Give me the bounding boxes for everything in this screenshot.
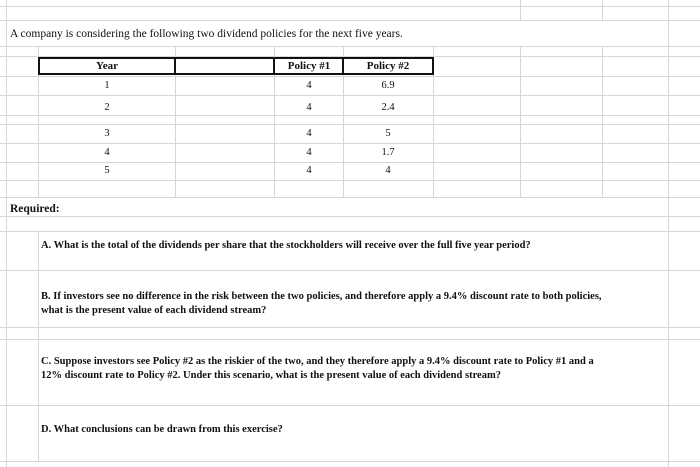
table-divider	[174, 57, 176, 75]
table-cell-year: 5	[104, 165, 110, 176]
table-cell-year: 1	[104, 80, 110, 91]
table-cell-policy-1: 4	[306, 102, 312, 113]
grid-line	[668, 0, 669, 467]
grid-line	[0, 46, 700, 47]
table-cell-policy-1: 4	[306, 128, 312, 139]
grid-line	[0, 461, 700, 462]
table-cell-year: 3	[104, 128, 110, 139]
question-a: A. What is the total of the dividends per share that the stockholders will receive over the full five year period?	[41, 240, 531, 251]
grid-line	[0, 197, 700, 198]
header-policy-2: Policy #2	[366, 60, 410, 72]
grid-line	[520, 46, 521, 197]
question-c-line-2: 12% discount rate to Policy #2. Under this scenario, what is the present value of each dividend stream?	[41, 370, 501, 381]
table-cell-policy-2: 2.4	[381, 102, 395, 113]
grid-line	[0, 6, 700, 7]
grid-line	[0, 327, 700, 328]
table-cell-policy-1: 4	[306, 165, 312, 176]
grid-line	[6, 0, 7, 467]
grid-line	[0, 124, 700, 125]
question-b-line-2: what is the present value of each dividend stream?	[41, 305, 267, 316]
grid-line	[0, 76, 700, 77]
table-divider	[273, 57, 275, 75]
grid-line	[0, 270, 700, 271]
grid-line	[0, 339, 700, 340]
table-cell-policy-1: 4	[306, 147, 312, 158]
header-year: Year	[96, 60, 118, 72]
grid-line	[0, 95, 700, 96]
table-cell-policy-2: 5	[385, 128, 391, 139]
grid-line	[0, 216, 700, 217]
grid-line	[0, 20, 700, 21]
table-cell-year: 2	[104, 102, 110, 113]
grid-line	[520, 0, 521, 20]
required-label: Required:	[10, 203, 60, 215]
table-cell-policy-2: 4	[385, 165, 391, 176]
question-b-line-1: B. If investors see no difference in the risk between the two policies, and therefore apply a 9.4% discount rate to both policies,	[41, 291, 602, 302]
grid-line	[602, 46, 603, 197]
grid-line	[0, 143, 700, 144]
grid-line	[38, 231, 39, 461]
table-cell-policy-1: 4	[306, 80, 312, 91]
grid-line	[0, 405, 700, 406]
question-c-line-1: C. Suppose investors see Policy #2 as the riskier of the two, and they therefore apply a 9.4% discount rate to Policy #1 and a	[41, 356, 594, 367]
table-cell-year: 4	[104, 147, 110, 158]
table-cell-policy-2: 1.7	[381, 147, 395, 158]
grid-line	[0, 231, 700, 232]
intro-text: A company is considering the following two dividend policies for the next five years.	[10, 28, 403, 40]
grid-line	[0, 180, 700, 181]
question-d: D. What conclusions can be drawn from this exercise?	[41, 424, 283, 435]
table-cell-policy-2: 6.9	[381, 80, 395, 91]
header-policy-1: Policy #1	[287, 60, 331, 72]
grid-line	[602, 0, 603, 20]
